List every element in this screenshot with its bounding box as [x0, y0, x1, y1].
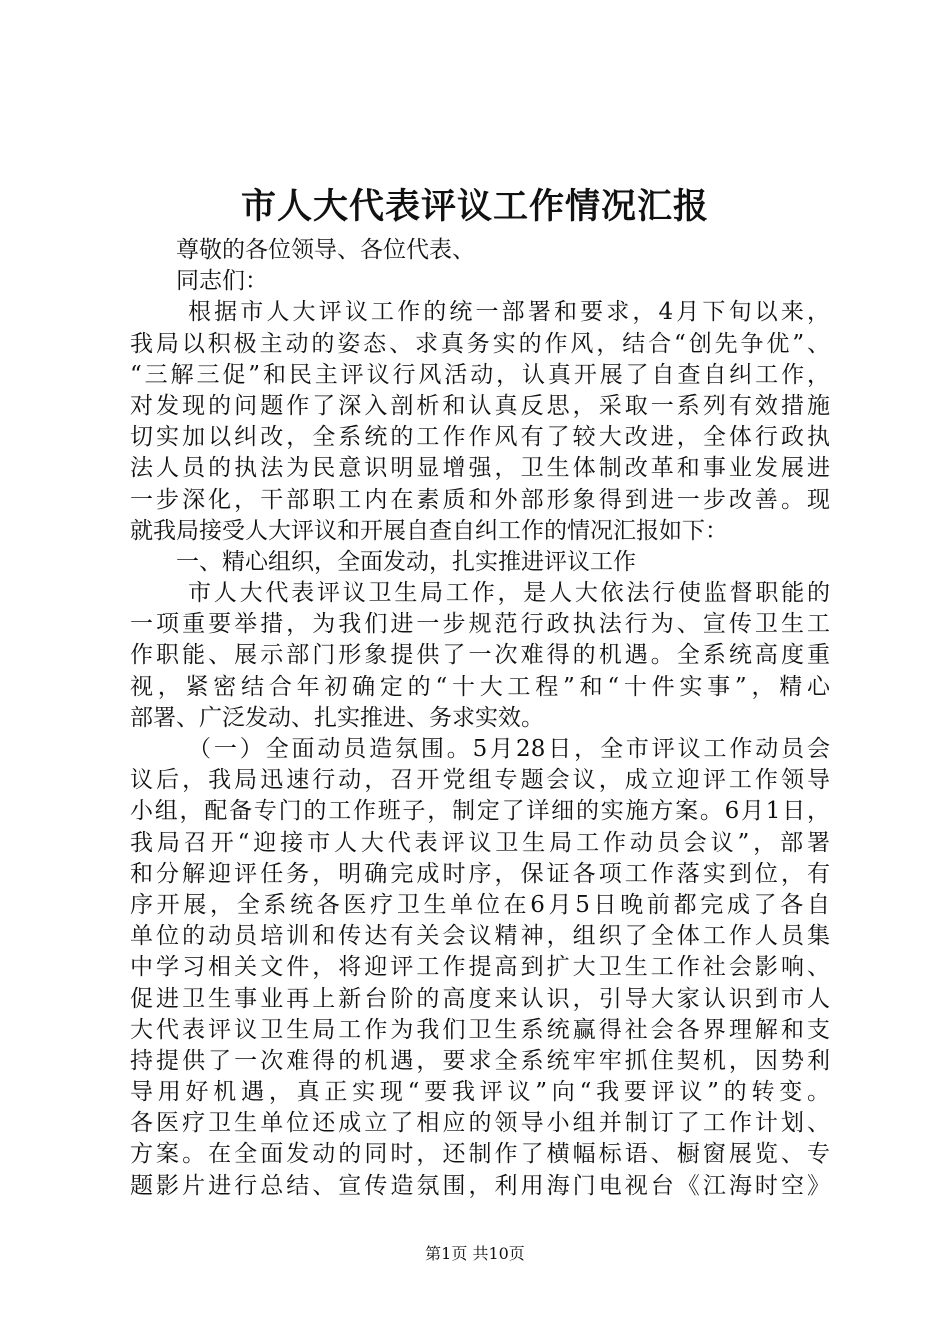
- salutation-line: 尊敬的各位领导、各位代表、: [176, 237, 475, 263]
- paragraph-line: 大代表评议卫生局工作为我们卫生系统赢得社会各界理解和支: [130, 1016, 830, 1043]
- paragraph-line: 一步深化，干部职工内在素质和外部形象得到进一步改善。现: [130, 486, 830, 513]
- paragraph-line: 部署、广泛发动、扎实推进、务求实效。: [130, 704, 544, 731]
- paragraph-line: 单位的动员培训和传达有关会议精神，组织了全体工作人员集: [130, 923, 830, 950]
- section-heading: 一、精心组织，全面发动，扎实推进评议工作: [176, 548, 636, 575]
- paragraph-line: 方案。在全面发动的同时，还制作了横幅标语、橱窗展览、专: [130, 1141, 830, 1168]
- paragraph-line: 和分解迎评任务，明确完成时序，保证各项工作落实到位，有: [130, 860, 830, 887]
- paragraph-line: 切实加以纠改，全系统的工作作风有了较大改进，全体行政执: [130, 424, 830, 451]
- paragraph-line: 市人大代表评议卫生局工作，是人大依法行使监督职能的: [188, 580, 830, 607]
- paragraph-line: 我局召开“迎接市人大代表评议卫生局工作动员会议”，部署: [130, 829, 830, 856]
- page-footer: 第1页 共10页: [425, 1244, 525, 1263]
- paragraph-line: 序开展，全系统各医疗卫生单位在6月5日晚前都完成了各自: [130, 891, 830, 918]
- paragraph-line: 议后，我局迅速行动，召开党组专题会议，成立迎评工作领导: [130, 767, 830, 794]
- paragraph-line: 导用好机遇，真正实现“要我评议”向“我要评议”的转变。: [130, 1079, 830, 1106]
- paragraph-line: 对发现的问题作了深入剖析和认真反思，采取一系列有效措施: [130, 392, 830, 419]
- paragraph-line: 我局以积极主动的姿态、求真务实的作风，结合“创先争优”、: [130, 330, 830, 357]
- paragraph-line: 视，紧密结合年初确定的“十大工程”和“十件实事”，精心: [130, 673, 830, 700]
- paragraph-line: 各医疗卫生单位还成立了相应的领导小组并制订了工作计划、: [130, 1110, 830, 1137]
- paragraph-line: 根据市人大评议工作的统一部署和要求，4月下旬以来，: [188, 299, 830, 326]
- paragraph-line: “三解三促”和民主评议行风活动，认真开展了自查自纠工作，: [130, 361, 830, 388]
- document-body: [130, 235, 830, 1202]
- paragraph-line: 促进卫生事业再上新台阶的高度来认识，引导大家认识到市人: [130, 985, 830, 1012]
- paragraph-line: 法人员的执法为民意识明显增强，卫生体制改革和事业发展进: [130, 455, 830, 482]
- paragraph-line: 题影片进行总结、宣传造氛围，利用海门电视台《江海时空》: [130, 1172, 830, 1199]
- paragraph-line: 作职能、展示部门形象提供了一次难得的机遇。全系统高度重: [130, 642, 830, 669]
- paragraph-line: 中学习相关文件，将迎评工作提高到扩大卫生工作社会影响、: [130, 954, 830, 981]
- paragraph-line: 小组，配备专门的工作班子，制定了详细的实施方案。6月1日，: [130, 798, 830, 825]
- paragraph-line: 持提供了一次难得的机遇，要求全系统牢牢抓住契机，因势利: [130, 1047, 830, 1074]
- paragraph-line: 就我局接受人大评议和开展自查自纠工作的情况汇报如下：: [130, 517, 728, 544]
- document-title: 市人大代表评议工作情况汇报: [240, 186, 709, 227]
- salutation-line: 同志们：: [176, 268, 268, 295]
- paragraph-line: （一）全面动员造氛围。5月28日，全市评议工作动员会: [188, 736, 830, 762]
- paragraph-line: 一项重要举措，为我们进一步规范行政执法行为、宣传卫生工: [130, 611, 830, 638]
